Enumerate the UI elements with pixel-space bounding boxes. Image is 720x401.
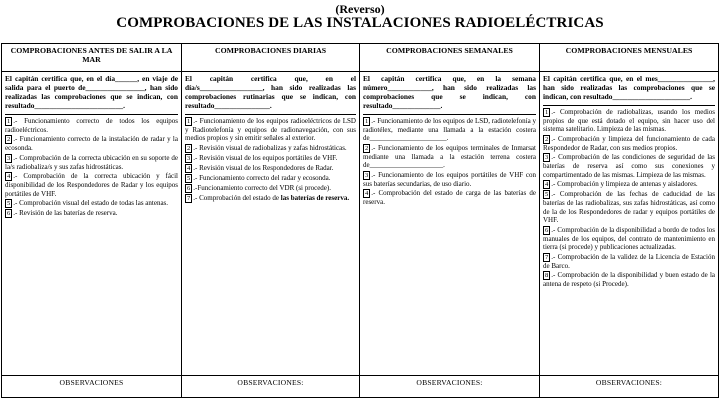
item-number-box[interactable]: 1 xyxy=(187,117,191,125)
check-list xyxy=(5,117,178,219)
check-item xyxy=(185,144,356,153)
certification-text: El capitán certifica que, en el día/s_________________, han sido realizadas las comprobaciones rutinarias que se indican, con resultado_______________. xyxy=(185,75,356,115)
item-text: .- Comprobación visual del estado de todas las antenas. xyxy=(13,199,169,208)
observations-row xyxy=(2,376,719,398)
item-text: .-Funcionamiento correcto del VDR (si procede). xyxy=(193,183,331,192)
item-text: .- Comprobación de la correcta ubicación en su soporte de la/s radiobaliza/s y sus zafas hidrostáticas. xyxy=(5,153,178,171)
column-heading: COMPROBACIONES SEMANALES xyxy=(386,46,513,55)
check-item xyxy=(543,135,715,153)
check-item xyxy=(5,135,178,153)
checks-table xyxy=(1,43,719,398)
check-item xyxy=(185,154,356,163)
item-number-box[interactable]: 3 xyxy=(365,171,369,179)
column-before-sailing xyxy=(2,72,182,376)
item-number-box[interactable]: 2 xyxy=(7,136,11,144)
check-item xyxy=(543,226,715,252)
check-item xyxy=(543,180,715,189)
check-list xyxy=(543,108,715,289)
item-text: .- Funcionamiento de los equipos terminales de Inmarsat mediante una llamada a la estación terrena costera de_____________________. xyxy=(363,143,536,170)
item-text: .- Revisión de las baterías de reserva. xyxy=(13,209,118,218)
item-text: .- Funcionamiento correcto de la instalación de radar y la ecosonda. xyxy=(5,135,178,153)
check-item xyxy=(5,209,178,218)
certification-text: El capitán certifica que, en el día______, en viaje de salida para el puerto de________________, han sido realizadas las comprobaciones que se indican, con resultado________________________. xyxy=(5,75,178,115)
column-heading: COMPROBACIONES ANTES DE SALIR A LA MAR xyxy=(10,46,173,65)
item-number-box[interactable]: 4 xyxy=(7,173,11,181)
check-item xyxy=(5,199,178,208)
check-item xyxy=(363,189,536,207)
item-number-box[interactable]: 4 xyxy=(187,164,191,172)
heading-cell-before-sailing xyxy=(2,44,182,72)
check-item xyxy=(363,117,536,143)
item-number-box[interactable]: 4 xyxy=(365,190,369,198)
check-item xyxy=(363,144,536,170)
column-monthly xyxy=(540,72,719,376)
item-number-box[interactable]: 3 xyxy=(545,154,549,162)
observations-cell[interactable] xyxy=(182,376,360,398)
item-number-box[interactable]: 5 xyxy=(187,174,191,182)
check-item xyxy=(543,108,715,134)
check-item xyxy=(185,174,356,183)
heading-cell-daily xyxy=(182,44,360,72)
item-number-box[interactable]: 7 xyxy=(545,253,549,261)
item-number-box[interactable]: 8 xyxy=(545,272,549,280)
item-number-box[interactable]: 3 xyxy=(187,154,191,162)
column-weekly xyxy=(360,72,540,376)
item-number-box[interactable]: 2 xyxy=(545,135,549,143)
observations-label: OBSERVACIONES: xyxy=(595,378,663,387)
item-text: .- Comprobación y limpieza del funcionamiento de cada Respondedor de Radar, con sus medios propios. xyxy=(543,134,715,152)
item-text: .- Comprobación del estado de carga de las baterías de reserva. xyxy=(363,189,536,207)
item-number-box[interactable]: 3 xyxy=(7,154,11,162)
item-text: .- Funcionamiento correcto de todos los equipos radioeléctricos. xyxy=(5,116,178,134)
column-heading: COMPROBACIONES MENSUALES xyxy=(565,46,693,55)
item-text: .- Revisión visual de los Respondedores de Radar. xyxy=(193,163,334,172)
observations-cell[interactable] xyxy=(360,376,540,398)
item-number-box[interactable]: 1 xyxy=(365,117,369,125)
item-number-box[interactable]: 7 xyxy=(187,194,191,202)
heading-cell-monthly xyxy=(540,44,719,72)
item-text: .- Funcionamiento de los equipos de LSD, radiotelefonía y radiotélex, mediante una llamada a la estación costera de______________________. xyxy=(363,116,536,143)
item-text: .- Comprobación del estado de xyxy=(193,193,281,202)
item-text-emphasis: las baterías de reserva. xyxy=(280,193,350,202)
item-text: .- Comprobación de la disponibilidad a bordo de todos los manuales de los equipos, del contrato de mantenimiento en tierra (si procede) y publicaciones actualizadas. xyxy=(543,225,715,252)
heading-cell-weekly xyxy=(360,44,540,72)
item-number-box[interactable]: 6 xyxy=(7,210,11,218)
check-item xyxy=(543,153,715,179)
item-text: .- Funcionamiento de los equipos portátiles de VHF con sus baterías secundarias, de uso diario. xyxy=(363,170,536,188)
item-number-box[interactable]: 2 xyxy=(187,144,191,152)
check-item xyxy=(363,171,536,189)
item-number-box[interactable]: 5 xyxy=(545,191,549,199)
check-item xyxy=(543,271,715,289)
item-number-box[interactable]: 4 xyxy=(545,181,549,189)
check-item xyxy=(543,190,715,225)
column-headers-row xyxy=(2,44,719,72)
item-number-box[interactable]: 2 xyxy=(365,144,369,152)
check-item xyxy=(185,164,356,173)
observations-label: OBSERVACIONES: xyxy=(237,378,304,387)
check-item xyxy=(5,154,178,172)
item-text: .- Revisión visual de los equipos portátiles de VHF. xyxy=(193,153,338,162)
observations-cell[interactable] xyxy=(540,376,719,398)
observations-cell[interactable] xyxy=(2,376,182,398)
certification-text: El capitán certifica que, en la semana número____________, han sido realizadas las comprobaciones que se indican, con resultado_____________. xyxy=(363,75,536,115)
item-text: .- Comprobación de las fechas de caducidad de las baterías de las radiobalizas, sus zafas hidrostáticas, así como de la de los Respondedores de radar y equipos portátiles de VHF. xyxy=(543,190,715,225)
item-number-box[interactable]: 1 xyxy=(545,108,549,116)
reverse-label: (Reverso) xyxy=(335,2,385,16)
item-text: .- Comprobación de las condiciones de seguridad de las baterías de reserva así como sus conexiones y compartimentado de las mismas. Limpieza de las mismas. xyxy=(543,153,715,179)
item-text: .- Comprobación de la validez de la Licencia de Estación de Barco. xyxy=(543,252,715,270)
item-text: .- Funcionamiento de los equipos radioeléctricos de LSD y Radiotelefonía y equipos de radionavegación, con sus medios propios y sin emitir señales al exterior. xyxy=(185,116,356,143)
check-item xyxy=(5,172,178,198)
item-text: .- Comprobación de la correcta ubicación y fácil disponibilidad de los Respondedores de Radar y los equipos portátiles de VHF. xyxy=(5,172,178,198)
check-item xyxy=(185,117,356,143)
item-number-box[interactable]: 6 xyxy=(545,226,549,234)
column-heading: COMPROBACIONES DIARIAS xyxy=(214,46,327,55)
item-text: .- Funcionamiento correcto del radar y ecosonda. xyxy=(193,173,331,182)
observations-label: OBSERVACIONES: xyxy=(416,378,483,387)
check-list xyxy=(363,117,536,207)
item-text: .- Revisión visual de radiobalizas y zafas hidrostáticas. xyxy=(193,143,347,152)
item-number-box[interactable]: 1 xyxy=(7,117,11,125)
item-text: .- Comprobación y limpieza de antenas y aisladores. xyxy=(551,180,698,189)
item-text: .- Comprobación de la disponibilidad y buen estado de la antena de respeto (si Procede). xyxy=(543,271,715,289)
column-daily xyxy=(182,72,360,376)
observations-label: OBSERVACIONES xyxy=(59,378,124,387)
item-number-box[interactable]: 6 xyxy=(187,184,191,192)
check-item xyxy=(543,253,715,271)
item-number-box[interactable]: 5 xyxy=(7,200,11,208)
check-item xyxy=(185,194,356,203)
check-item xyxy=(5,117,178,135)
certification-text: El capitán certifica que, en el mes_______________, han sido realizadas las comprobaciones que se indican, con resultado_____________________. xyxy=(543,75,715,106)
check-list xyxy=(185,117,356,203)
check-item xyxy=(185,184,356,193)
item-text: .- Comprobación de radiobalizas, usando los medios propios de que está dotado el equipo, sin hacer uso del sistema satelitario. Limpieza de las mismas. xyxy=(543,107,715,134)
checks-body-row xyxy=(2,72,719,376)
page-title: COMPROBACIONES DE LAS INSTALACIONES RADIOELÉCTRICAS xyxy=(116,15,604,31)
